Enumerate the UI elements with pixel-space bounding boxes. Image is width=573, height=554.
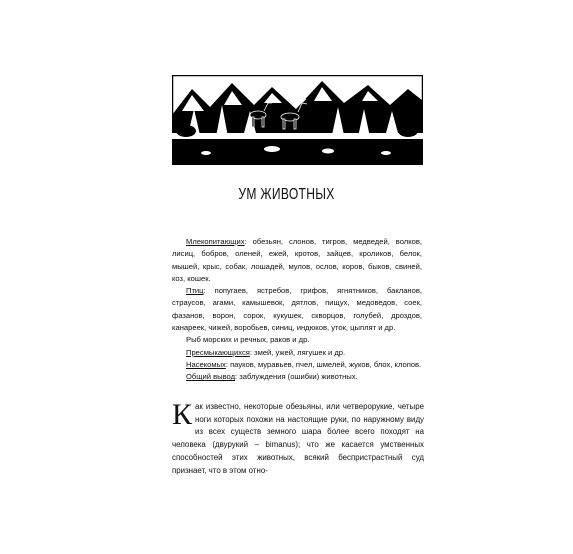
contents-mammals bbox=[172, 236, 422, 285]
contents-reptiles bbox=[172, 347, 422, 359]
body-paragraph bbox=[172, 398, 424, 477]
contents-fish: Рыб морских и речных, раков и др. bbox=[186, 335, 310, 345]
contents-term: Общий вывод bbox=[186, 372, 236, 382]
contents-list: : попугаев, ястребов, грифов, ягнятников, бакланов, страусов, агами, камышевок, дятлов, пищух, медоведов, соек, фазанов, ворон, сорок, кукушек, скворцов, голубей, дроздов, канареек, чижей, воробьев, синиц, индюков, уток, цыплят и др. bbox=[172, 286, 422, 333]
body-text bbox=[172, 398, 424, 477]
contents-conclusion bbox=[172, 371, 422, 383]
contents-term: Птиц bbox=[186, 286, 204, 296]
contents-term: Насекомых bbox=[186, 359, 226, 369]
chapter-contents bbox=[172, 236, 422, 384]
contents-birds bbox=[172, 285, 422, 334]
paragraph-text: ак известно, некоторые обезьяны, или четверорукие, четыре ноги которых похожи на настоящие руки, по наружному виду из всех существ земного шара более всего походят на человека (двурукий – bimanus); что же касается умственных способностей этих животных, всякий беспристрастный суд признает, что в этом отно- bbox=[172, 402, 424, 475]
contents-term: Млекопитающих bbox=[186, 237, 245, 246]
contents-insects bbox=[172, 359, 422, 371]
chapter-title: УМ ЖИВОТНЫХ bbox=[238, 186, 335, 203]
contents-list: : заблуждения (ошибки) животных. bbox=[235, 372, 358, 382]
forest-silhouette-banner bbox=[172, 75, 423, 165]
contents-list: : обезьян, слонов, тигров, медведей, волков, лисиц, бобров, оленей, ежей, кротов, зайцев, кроликов, белок, мышей, крыс, собак, лошадей, мулов, ослов, коров, быков, свиней, коз, кошек. bbox=[172, 237, 422, 283]
contents-list: : пауков, муравьев, пчел, шмелей, жуков, блох, клопов. bbox=[225, 359, 422, 369]
contents-term: Пресмыкающихся bbox=[186, 347, 250, 357]
drop-cap: К bbox=[172, 398, 193, 431]
contents-list: : змей, ужей, лягушек и др. bbox=[249, 347, 346, 357]
